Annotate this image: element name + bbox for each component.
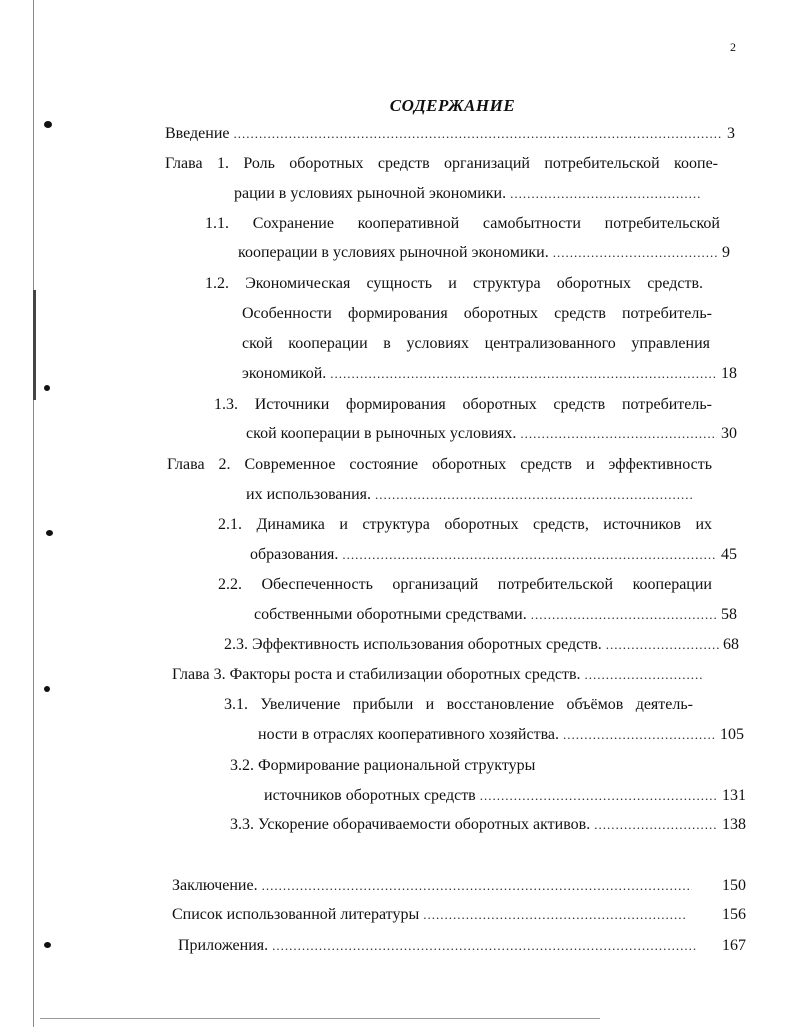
toc-entry-section-1-2-cont bbox=[242, 365, 737, 387]
toc-entry-text: 3.2. Формирование рациональной структуры bbox=[230, 757, 536, 774]
toc-entry-text: 1.3. Источники формирования оборотных средств потребитель- bbox=[214, 396, 712, 413]
toc-entry-section-3-1-cont bbox=[258, 726, 744, 748]
toc-page-number: 45 bbox=[721, 546, 737, 563]
toc-page-number: 167 bbox=[722, 937, 746, 954]
toc-page-number: 9 bbox=[722, 244, 730, 261]
leader-dots bbox=[342, 547, 717, 565]
toc-entry-text: Введение bbox=[165, 125, 230, 142]
leader-dots bbox=[606, 637, 719, 655]
toc-entry-section-2-1 bbox=[218, 516, 712, 538]
toc-entry-references bbox=[172, 906, 746, 928]
scan-bottom-edge bbox=[40, 1018, 600, 1019]
toc-entry-text: 1.2. Экономическая сущность и структура оборотных средств. bbox=[205, 275, 703, 292]
toc-entry-intro bbox=[165, 125, 735, 147]
toc-entry-section-2-3 bbox=[224, 636, 739, 658]
toc-entry-section-1-2-cont bbox=[242, 305, 712, 327]
toc-entry-text: 2.2. Обеспеченность организаций потребительской кооперации bbox=[218, 576, 712, 593]
scan-speck bbox=[44, 385, 50, 391]
page-number: 2 bbox=[730, 40, 736, 54]
scan-speck bbox=[44, 942, 51, 948]
leader-dots bbox=[594, 817, 718, 835]
toc-entry-chapter-2-cont bbox=[246, 486, 698, 508]
toc-entry-text: источников оборотных средств bbox=[264, 787, 476, 804]
leader-dots bbox=[272, 938, 698, 956]
leader-dots bbox=[585, 667, 704, 685]
toc-page-number: 18 bbox=[721, 365, 737, 382]
toc-page-number: 58 bbox=[721, 606, 737, 623]
toc-entry-section-1-1-cont bbox=[238, 244, 730, 266]
toc-page-number: 131 bbox=[722, 787, 746, 804]
toc-entry-text: 1.1. Сохранение кооперативной самобытности потребительской bbox=[205, 215, 720, 232]
toc-entry-section-2-2 bbox=[218, 576, 712, 598]
toc-entry-text: Заключение. bbox=[172, 877, 258, 894]
leader-dots bbox=[423, 907, 686, 925]
toc-entry-section-1-3 bbox=[214, 396, 712, 418]
toc-entry-text: Глава 2. Современное состояние оборотных средств и эффективность bbox=[167, 456, 712, 473]
toc-entry-conclusion bbox=[172, 877, 746, 899]
toc-page-number: 150 bbox=[722, 877, 746, 894]
toc-entry-text: 3.1. Увеличение прибыли и восстановление объёмов деятель- bbox=[224, 696, 693, 713]
toc-entry-text: образования. bbox=[250, 546, 339, 563]
toc-entry-text: кооперации в условиях рыночной экономики. bbox=[238, 244, 549, 261]
toc-entry-text: ской кооперации в рыночных условиях. bbox=[246, 425, 517, 442]
toc-entry-text: Особенности формирования оборотных средств потребитель- bbox=[242, 305, 712, 322]
scan-speck bbox=[44, 686, 50, 692]
leader-dots bbox=[520, 426, 717, 444]
leader-dots bbox=[553, 245, 718, 263]
toc-entry-appendix bbox=[178, 937, 746, 959]
toc-page-number: 68 bbox=[723, 636, 739, 653]
toc-entry-text: 3.3. Ускорение оборачиваемости оборотных активов. bbox=[230, 816, 591, 833]
toc-entry-text: ской кооперации в условиях централизованного управления bbox=[242, 335, 710, 352]
toc-entry-chapter-3 bbox=[172, 666, 708, 688]
toc-page-number: 156 bbox=[722, 906, 746, 923]
toc-entry-chapter-1-cont bbox=[234, 185, 704, 207]
scan-binding-mark bbox=[33, 290, 36, 400]
toc-entry-section-3-2-cont bbox=[264, 787, 746, 809]
toc-entry-section-1-2-cont bbox=[242, 335, 710, 357]
leader-dots bbox=[480, 788, 718, 806]
toc-entry-text: 2.3. Эффективность использования оборотных средств. bbox=[224, 636, 602, 653]
scan-left-edge bbox=[33, 0, 34, 1027]
toc-page-number: 138 bbox=[722, 816, 746, 833]
toc-entry-text: рации в условиях рыночной экономики. bbox=[234, 185, 507, 202]
toc-entry-text: Приложения. bbox=[178, 937, 269, 954]
leader-dots bbox=[375, 487, 694, 505]
scan-speck bbox=[46, 530, 53, 536]
toc-entry-chapter-2 bbox=[167, 456, 712, 478]
toc-entry-text: собственными оборотными средствами. bbox=[254, 606, 527, 623]
leader-dots bbox=[531, 607, 717, 625]
toc-entry-section-1-1 bbox=[205, 215, 720, 237]
toc-entry-text: Глава 1. Роль оборотных средств организаций потребительской коопе- bbox=[165, 155, 718, 172]
toc-page-number: 105 bbox=[720, 726, 744, 743]
toc-entry-text: экономикой. bbox=[242, 365, 327, 382]
toc-page-number: 30 bbox=[721, 425, 737, 442]
toc-page-number: 3 bbox=[727, 125, 735, 142]
toc-entry-section-3-2 bbox=[230, 757, 590, 779]
toc-entry-chapter-1 bbox=[165, 155, 718, 177]
toc-entry-section-1-3-cont bbox=[246, 425, 737, 447]
toc-entry-text: ности в отраслях кооперативного хозяйства. bbox=[258, 726, 560, 743]
page-title: СОДЕРЖАНИЕ bbox=[389, 96, 516, 115]
toc-entry-section-3-1 bbox=[224, 696, 693, 718]
leader-dots bbox=[563, 727, 716, 745]
toc-entry-text: Список использованной литературы bbox=[172, 906, 420, 923]
toc-entry-section-2-2-cont bbox=[254, 606, 737, 628]
leader-dots bbox=[234, 126, 724, 144]
leader-dots bbox=[262, 878, 692, 896]
toc-entry-text: 2.1. Динамика и структура оборотных средств, источников их bbox=[218, 516, 712, 533]
toc-entry-text: Глава 3. Факторы роста и стабилизации оборотных средств. bbox=[172, 666, 581, 683]
toc-entry-text: их использования. bbox=[246, 486, 372, 503]
leader-dots bbox=[330, 366, 717, 384]
toc-entry-section-1-2 bbox=[205, 275, 703, 297]
toc-entry-section-3-3 bbox=[230, 816, 746, 838]
scan-speck bbox=[44, 121, 52, 128]
toc-entry-section-2-1-cont bbox=[250, 546, 737, 568]
leader-dots bbox=[510, 186, 700, 204]
